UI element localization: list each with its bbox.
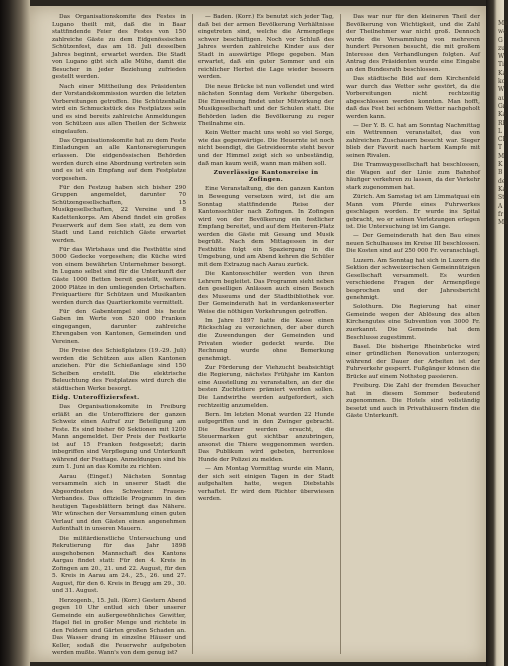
edge-fragment: St (498, 194, 505, 202)
article-paragraph: Für den Gabentempel sind bis heute Gaben im Werte von 520 000 Franken eingegangen, darunter zahlreiche Ehrengaben von Kantonen, Gemeinden und Vereinen. (52, 308, 186, 345)
article-paragraph: Luzern. Am Sonntag hat sich in Luzern die Sektion der schweizerischen Gemeinnützigen Gesellschaft versammelt. Es wurden verschiedene Fragen der Armenpflege besprochen und der Jahresbericht genehmigt. (346, 257, 480, 302)
article-paragraph: Das Organisationskomite in Freiburg erläßt an die Unteroffiziere der ganzen Schweiz einen Aufruf zur Beteiligung am Feste. Es sind bisher 60 Sektionen mit 1200 Mann angemeldet. Der Preis der Festkarte ist auf 15 Franken festgesetzt; darin inbegriffen sind Verpflegung und Unterkunft während der Festtage. Anmeldungen sind bis zum 1. Juni an das Komite zu richten. (52, 404, 186, 471)
article-paragraph: Solothurn. Die Regierung hat einer Gemeinde wegen der Ablösung des alten Kirchengutes eine Subvention von 3000 Fr. zuerkannt. Die Gemeinde hat dem Beschlusse zugestimmt. (346, 304, 480, 341)
edge-fragment: Ka (498, 111, 507, 119)
article-paragraph: Die Preise des Schießplatzes (19.-29. Juli) werden die Schützen aus allen Kantonen anziehen. Für die Schießanlage sind 150 Scheiben erstellt. Die elektrische Beleuchtung des Festplatzes wird durch die städtischen Werke besorgt. (52, 348, 186, 392)
edge-fragment: G (498, 36, 503, 44)
article-paragraph: Bern. Im letzten Monat wurden 22 Hunde aufgegriffen und in den Zwinger gebracht. Die Besitzer werden ersucht, die Steuermarken gut sichtbar anzubringen, ansonst die Thiere weggenommen werden. Das Publikum wird gebeten, herrenlose Hunde der Polizei zu melden. (198, 411, 334, 463)
edge-fragment: Ka (498, 185, 507, 193)
article-paragraph: Für den Festzug haben sich bisher 290 Gruppen angemeldet, darunter 70 Schützengesellschaften, 15 Musikgesellschaften, 22 Vereine und 8 Kadettenkorps. Am Abend findet ein großes Feuerwerk auf dem See statt, zu dem von Stadt und Land reichlich Gäste erwartet werden. (52, 184, 186, 244)
edge-fragment: W (498, 53, 505, 61)
edge-fragment: M (498, 152, 505, 160)
edge-fragment: Ka (498, 69, 507, 77)
article-paragraph: Die militärdienstliche Untersuchung und Rekrutierung für das Jahr 1898 ausgehobenen Mannschaft des Kantons Aargau findet statt: Für den 4. Kreis in Zofingen am 20., 21. und 22. August, für den 5. Kreis in Aarau am 24., 25., 26. und 27. August, für den 6. Kreis in Brugg am 29., 30. und 31. August. (52, 535, 186, 595)
article-paragraph: Zur Förderung der Viehzucht beabsichtigt die Regierung, nächstes Frühjahr im Kanton eine Ausstellung zu veranstalten, an der die besten Zuchtstiere prämiert werden sollen. Die Landwirthe werden aufgefordert, sich rechtzeitig anzumelden. (198, 364, 334, 409)
edge-fragment: Ma (498, 219, 508, 227)
edge-fragment: de (498, 177, 506, 185)
article-paragraph: Zürich. Am Samstag ist am Limmatquai ein Mann vom Pferde eines Fuhrwerkes geschlagen worden. Er wurde ins Spital gebracht, wo er seinen Verletzungen erlegen ist. Die Untersuchung ist im Gange. (346, 193, 480, 231)
article-paragraph: Im Jahre 1897 hatte die Kasse einen Rückschlag zu verzeichnen, der aber durch die Zuwendungen der Gemeinden und Privaten wieder gedeckt wurde. Die Rechnung wurde ohne Bemerkung genehmigt. (198, 317, 334, 362)
book-binding-gutter (0, 0, 30, 666)
edge-fragment: T (498, 144, 503, 152)
article-paragraph: Die Kantonsschüler werden von ihren Lehrern begleitet. Das Programm sieht neben den geselligen Anlässen auch einen Besuch des Museums und der Stadtbibliothek vor. Der Gemeinderath hat in verdankenswerter Weise die nöthigen Vorkehrungen getroffen. (198, 271, 334, 315)
article-paragraph: — Baden. (Korr.) Es benutzt sich jeder Tag, daß bei der armen Bevölkerung Verhältnisse eingetreten sind, welche die Armenpflege schwer beschäftigen. Noch vor Schluß des Jahres werden zahlreiche Kinder aus der Stadt in auswärtige Pflege gegeben. Man erwartet, daß ein guter Sommer und ein reichlicher Herbst die Lage wieder bessern werden. (198, 14, 334, 81)
edge-fragment: ko (498, 78, 506, 86)
edge-fragment: wa (498, 28, 507, 36)
article-paragraph: Das war nur für den kleineren Theil der Bevölkerung von Wichtigkeit, und die Zahl der Theilnehmer war nicht groß. Dennoch wurde die Versammlung von mehreren hundert Personen besucht, die mit großem Interesse den Verhandlungen folgten. Auf Antrag des Präsidenten wurde eine Eingabe an den Bundesrath beschlossen. (346, 14, 480, 73)
article-paragraph: Für das Wirtshaus und die Festhütte sind 5000 Gedecke vorgesehen; die Küche wird von einem bewährten Unternehmer besorgt. In Lugano selbst sind für die Unterkunft der Gäste 1000 Betten bereit gestellt, weitere 2000 Plätze in den umliegenden Ortschaften. Freiquartiere für Schützen und Musikanten werden durch das Quartierkomite vermittelt. (52, 246, 186, 306)
edge-fragment: L (498, 127, 502, 135)
article-paragraph: Das städtische Bild auf dem Kirchenfeld war durch das Wetter sehr gestört, da die Vorbereitungen nicht rechtzeitig abgeschlossen werden konnten. Man hofft, daß das Fest bei schönem Wetter nachgeholt werden kann. (346, 75, 480, 120)
article-paragraph: — Der Gemeinderath hat den Bau eines neuen Schulhauses im Kreise III beschlossen. Die Kosten sind auf 250 000 Fr. veranschlagt. (346, 233, 480, 255)
article-paragraph: Herzogenb., 15. Juli. (Korr.) Gestern Abend gegen 10 Uhr entlud sich über unserer Gemeinde ein außergewöhnliches Gewitter, Hagel fiel in großer Menge und richtete in den Feldern und Gärten großen Schaden an. Das Wasser drang in einzelne Häuser und Keller, sodaß die Feuerwehr aufgeboten werden mußte. Wann's von dem genug ist? (52, 597, 186, 657)
article-paragraph: — Am Montag Vormittag wurde ein Mann, der sich seit einigen Tagen in der Stadt aufgehalten hatte, wegen Diebstahls verhaftet. Er wird dem Richter überwiesen werden. (198, 466, 334, 503)
text-column-1 (52, 14, 186, 657)
article-paragraph: Nach einer Mittheilung des Präsidenten der Vorstandskommission wurden die letzten Vorbereitungen getroffen. Die Schützenhalle wird ein Schmuckstück des Festplatzes sein und es sind bereits zahlreiche Anmeldungen von Schützen aus allen Theilen der Schweiz eingelaufen. (52, 83, 186, 135)
edge-fragment: Ch (498, 136, 507, 144)
article-paragraph: — Der Y. B. C. hat am Sonntag Nachmittag ein Wettrennen veranstaltet, das von zahlreichen Zuschauern besucht war. Sieger blieb der Favorit nach hartem Kampfe mit seinen Rivalen. (346, 122, 480, 160)
article-paragraph: Freiburg. Die Zahl der fremden Besucher hat in diesem Sommer bedeutend zugenommen. Die Hotels sind vollständig besetzt und auch in Privathäusern finden die Gäste Unterkunft. (346, 383, 480, 420)
article-paragraph: Das Organisationskomite hat zu dem Feste Einladungen an alle Kantonsregierungen erlassen. Die eidgenössischen Behörden werden durch eine Abordnung vertreten sein und es ist ein Empfang auf dem Festplatze vorgesehen. (52, 137, 186, 182)
edge-fragment: Rh (498, 119, 507, 127)
edge-fragment: zu (498, 44, 506, 52)
article-paragraph: Kein Wetter macht uns wohl so viel Sorge, wie das gegenwärtige. Die Heuernte ist noch nicht beendigt, die Getreideernte steht bevor und der Himmel zeigt sich so unbeständig, daß man kaum weiß, wann man mähen soll. (198, 130, 334, 167)
article-heading: Eidg. Unteroffiziersfest. (52, 394, 140, 401)
edge-fragment: A (498, 202, 503, 210)
article-paragraph: Basel. Die bisherige Rheinbrücke wird einer gründlichen Renovation unterzogen; während der Dauer der Arbeiten ist der Fuhrverkehr gesperrt. Fußgänger können die Brücke auf einem Nothsteg passieren. (346, 343, 480, 380)
article-paragraph: Aarau (Eingef.) Nächsten Sonntag versammeln sich in unserer Stadt die Abgeordneten des Schweizer. Frauen-Verbandes. Das offizielle Programm in den heutigen Tagesblättern bringt das Nähere. Wir wünschen der Versammlung einen guten Verlauf und den Gästen einen angenehmen Aufenthalt in unseren Mauern. (52, 473, 186, 533)
edge-fragment: Ma (498, 20, 508, 27)
edge-fragment: B (498, 169, 503, 177)
text-column-3 (346, 14, 480, 654)
edge-fragment: Ti (498, 61, 504, 69)
article-paragraph: Die Tramwaygesellschaft hat beschlossen, die Wagen auf der Linie zum Bahnhof häufiger verkehren zu lassen, da der Verkehr stark zugenommen hat. (346, 162, 480, 191)
facing-page-text-fragments (498, 20, 508, 227)
column-rule (340, 14, 341, 654)
column-rule (192, 14, 193, 654)
edge-fragment: au (498, 94, 506, 102)
edge-fragment: K (498, 161, 503, 169)
edge-fragment: Gr (498, 102, 506, 110)
article-paragraph: Die neue Brücke ist nun vollendet und wird nächsten Sonntag dem Verkehr übergeben. Die Einweihung findet unter Mitwirkung der Musikgesellschaft und der Schulen statt. Die Behörden laden die Bevölkerung zu reger Theilnahme ein. (198, 83, 334, 128)
text-column-2 (198, 14, 334, 654)
edge-fragment: fr (498, 210, 504, 218)
article-paragraph: Das Organisationskomite des Festes in Lugano theilt mit, daß die in Baar stattfindende Feier des Festes von 150 zahlreiche Gäste zu dem Eidgenössischen Schützenfest, das am 18. Juli desselben Jahres beginnt, erwartet werden. Die Stadt von Lugano gibt sich alle Mühe, damit die Besucher in jeder Beziehung zufrieden gestellt werden. (52, 14, 186, 81)
article-paragraph: Eine Veranstaltung, die den ganzen Kanton in Bewegung versetzen wird, ist die am Sonntag stattfindende Reise der Kantonsschüler nach Zofingen. In Zofingen wird von der Bevölkerung ein festlicher Empfang bereitet, und auf dem Heiteren-Platz werden die Gäste mit Gesang und Musik begrüßt. Nach dem Mittagessen in der Festhütte folgt ein Spaziergang in die Umgebung, und am Abend kehren die Schüler mit dem Extrazug nach Aarau zurück. (198, 186, 334, 268)
edge-fragment: W (498, 86, 505, 94)
article-heading: Zuverlässige Kantonsreise in Zofingen. (213, 169, 319, 184)
